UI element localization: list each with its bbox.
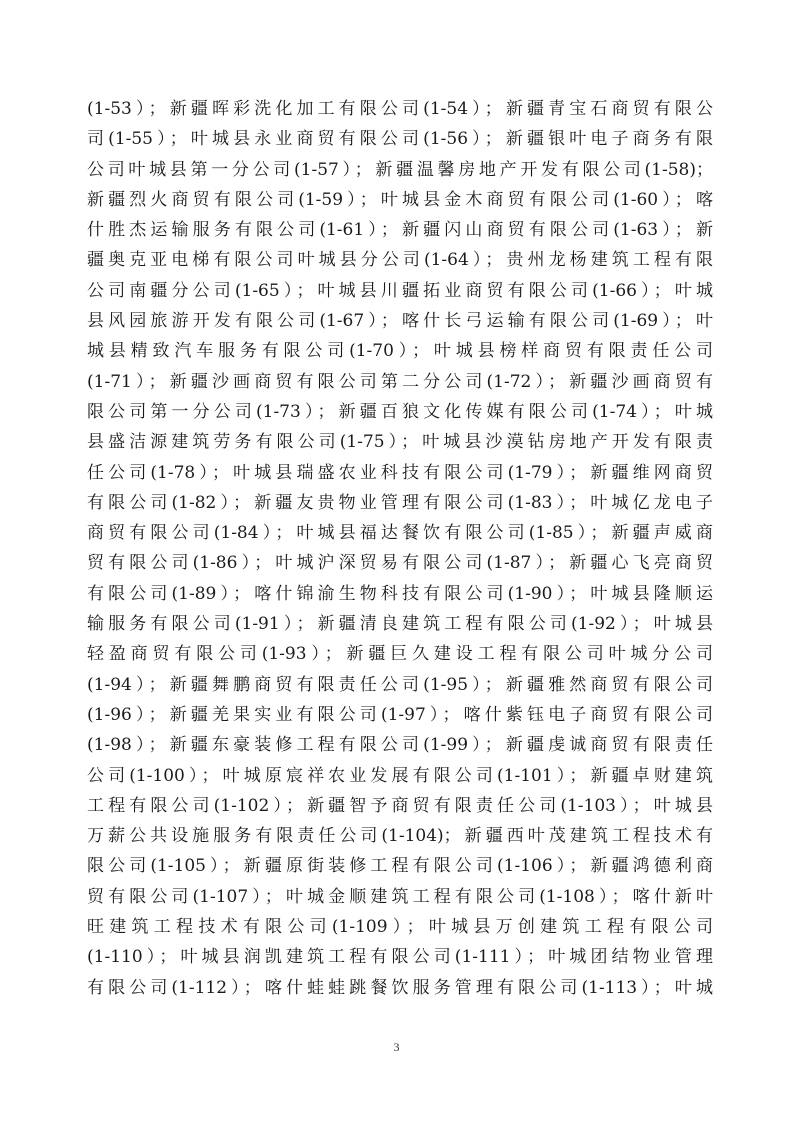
text-line: 有限公司(1-82）；新疆友贵物业管理有限公司(1-83）；叶城亿龙电子: [87, 492, 713, 513]
text-line: 公司南疆分公司(1-65）；叶城县川疆拓业商贸有限公司(1-66）；叶城: [87, 280, 713, 301]
text-line: 贸有限公司(1-107）；叶城金顺建筑工程有限公司(1-108）；喀什新叶: [87, 886, 713, 907]
text-line: 商贸有限公司(1-84）；叶城县福达餐饮有限公司(1-85）；新疆声威商: [87, 523, 713, 544]
text-line: 任公司(1-78）；叶城县瑞盛农业科技有限公司(1-79）；新疆维网商贸: [87, 462, 713, 483]
text-line: 公司(1-100）；叶城原宸祥农业发展有限公司(1-101）；新疆卓财建筑: [87, 765, 713, 786]
text-line: 工程有限公司(1-102）；新疆智予商贸有限责任公司(1-103）；叶城县: [87, 795, 713, 816]
text-line: 县盛洁源建筑劳务有限公司(1-75）；叶城县沙漠钻房地产开发有限责: [87, 432, 713, 453]
text-line: (1-94）；新疆舞鹏商贸有限责任公司(1-95）；新疆雅然商贸有限公司: [87, 674, 713, 695]
text-line: (1-110）；叶城县润凯建筑工程有限公司(1-111）；叶城团结物业管理: [87, 947, 713, 968]
text-line: 万薪公共设施服务有限责任公司(1-104)；新疆西叶茂建筑工程技术有: [87, 826, 713, 847]
text-line: 有限公司(1-112）；喀什蛙蛙跳餐饮服务管理有限公司(1-113）；叶城: [87, 977, 713, 998]
text-line: (1-96）；新疆羌果实业有限公司(1-97）；喀什紫钰电子商贸有限公司: [87, 704, 713, 725]
text-line: 限公司第一分公司(1-73）；新疆百狼文化传媒有限公司(1-74）；叶城: [87, 401, 713, 422]
text-line: 什胜杰运输服务有限公司(1-61）；新疆闪山商贸有限公司(1-63）；新: [87, 220, 713, 241]
text-line: 新疆烈火商贸有限公司(1-59）；叶城县金木商贸有限公司(1-60）；喀: [87, 189, 713, 210]
text-line: (1-98）；新疆东豪装修工程有限公司(1-99）；新疆虔诚商贸有限责任: [87, 735, 713, 756]
text-line: 输服务有限公司(1-91）；新疆清良建筑工程有限公司(1-92）；叶城县: [87, 614, 713, 635]
text-line: 贸有限公司(1-86）；叶城沪深贸易有限公司(1-87）；新疆心飞亮商贸: [87, 553, 713, 574]
text-line: 城县精致汽车服务有限公司(1-70）；叶城县榜样商贸有限责任公司: [87, 341, 713, 362]
text-line: 公司叶城县第一分公司(1-57）；新疆温馨房地产开发有限公司(1-58)；: [87, 159, 713, 180]
text-line: 限公司(1-105）；新疆原街装修工程有限公司(1-106）；新疆鸿德利商: [87, 856, 713, 877]
text-line: 旺建筑工程技术有限公司(1-109）；叶城县万创建筑工程有限公司: [87, 917, 713, 938]
text-line: 轻盈商贸有限公司(1-93）；新疆巨久建设工程有限公司叶城分公司: [87, 644, 713, 665]
text-line: (1-53）；新疆晖彩洗化加工有限公司(1-54）；新疆青宝石商贸有限公: [87, 99, 713, 119]
page-number: 3: [393, 1040, 400, 1054]
text-line: 有限公司(1-89）；喀什锦渝生物科技有限公司(1-90）；叶城县隆顺运: [87, 583, 713, 604]
body-text: [87, 94, 713, 1003]
text-line: 司(1-55）；叶城县永业商贸有限公司(1-56）；新疆银叶电子商务有限: [87, 129, 713, 150]
text-line: (1-71）；新疆沙画商贸有限公司第二分公司(1-72）；新疆沙画商贸有: [87, 371, 713, 392]
text-line: 县风园旅游开发有限公司(1-67）；喀什长弓运输有限公司(1-69）；叶: [87, 311, 713, 332]
text-line: 疆奥克亚电梯有限公司叶城县分公司(1-64）；贵州龙杨建筑工程有限: [87, 250, 713, 271]
